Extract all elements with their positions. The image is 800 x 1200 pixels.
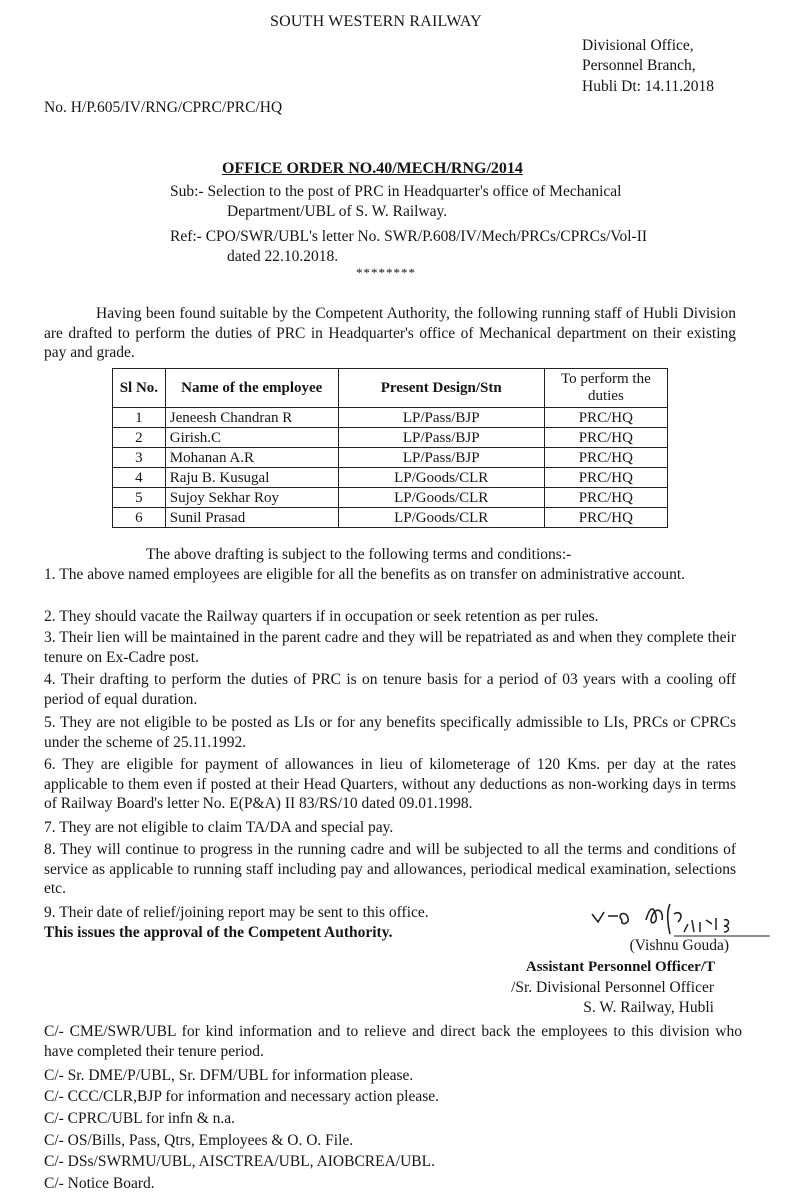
row-design: LP/Goods/CLR <box>338 508 544 528</box>
condition-item: 6. They are eligible for payment of allowances in lieu of kilometerage of 120 Kms. per day at the rates applicable to them even if posted at their Head Quarters, without any deductions as non-working days in terms of Railway Board's letter No. E(P&A) II 83/RS/10 dated 09.01.1998. <box>44 756 736 812</box>
row-name: Sujoy Sekhar Roy <box>165 488 338 508</box>
reference-line-1: Ref:- CPO/SWR/UBL's letter No. SWR/P.608/IV/Mech/PRCs/CPRCs/Vol-II <box>170 228 648 245</box>
table-row <box>113 408 668 428</box>
table-row <box>113 468 668 488</box>
row-design: LP/Pass/BJP <box>338 428 544 448</box>
copy-to-item: C/- Notice Board. <box>44 1175 155 1192</box>
handwritten-signature <box>588 892 778 942</box>
condition-item: 7. They are not eligible to claim TA/DA and special pay. <box>44 819 394 836</box>
table-header-row <box>113 369 668 408</box>
condition-item: 5. They are not eligible to be posted as LIs or for any benefits specifically admissible to LIs, PRCs or CPRCs under the scheme of 25.11.1992. <box>44 714 736 751</box>
row-duty: PRC/HQ <box>544 508 667 528</box>
signatory-designation-1: Assistant Personnel Officer/T <box>525 959 715 975</box>
copy-to-item: C/- CCC/CLR,BJP for information and necessary action please. <box>44 1088 440 1105</box>
row-name: Jeneesh Chandran R <box>165 408 338 428</box>
approval-statement: This issues the approval of the Competent Authority. <box>44 924 393 941</box>
signatory-name: (Vishnu Gouda) <box>629 937 729 954</box>
reference-line-2: dated 22.10.2018. <box>227 248 339 265</box>
copy-to-item: C/- CME/SWR/UBL for kind information and to relieve and direct back the employees to this division who have completed their tenure period. <box>44 1023 742 1060</box>
row-sl: 4 <box>113 468 166 488</box>
row-name: Mohanan A.R <box>165 448 338 468</box>
row-name: Raju B. Kusugal <box>165 468 338 488</box>
condition-item: 4. Their drafting to perform the duties of PRC is on tenure basis for a period of 03 years with a cooling off period of equal duration. <box>44 671 736 708</box>
row-sl: 1 <box>113 408 166 428</box>
railway-name: SOUTH WESTERN RAILWAY <box>270 13 482 30</box>
row-sl: 5 <box>113 488 166 508</box>
row-design: LP/Pass/BJP <box>338 408 544 428</box>
row-design: LP/Goods/CLR <box>338 488 544 508</box>
table-row <box>113 508 668 528</box>
signature-scribble <box>588 892 778 942</box>
row-duty: PRC/HQ <box>544 408 667 428</box>
separator-stars: ******** <box>356 265 416 280</box>
table-row <box>113 428 668 448</box>
signatory-designation-3: S. W. Railway, Hubli <box>583 999 714 1016</box>
row-name: Sunil Prasad <box>165 508 338 528</box>
row-design: LP/Pass/BJP <box>338 448 544 468</box>
subject-line-1: Sub:- Selection to the post of PRC in Headquarter's office of Mechanical <box>170 183 622 200</box>
row-duty: PRC/HQ <box>544 488 667 508</box>
header-present-design: Present Design/Stn <box>338 369 544 408</box>
copy-to-item: C/- CPRC/UBL for infn & n.a. <box>44 1110 236 1127</box>
branch-name: Personnel Branch, <box>582 57 696 74</box>
intro-paragraph: Having been found suitable by the Competent Authority, the following running staff of Hubli Division are drafted to perform the duties of PRC in Headquarter's office of Mechanical department on their existing pay and grade. <box>44 305 736 361</box>
condition-item: 1. The above named employees are eligible for all the benefits as on transfer on administrative account. <box>44 566 686 583</box>
condition-item: 2. They should vacate the Railway quarters if in occupation or seek retention as per rules. <box>44 608 599 625</box>
row-duty: PRC/HQ <box>544 428 667 448</box>
row-duty: PRC/HQ <box>544 448 667 468</box>
subject-line-2: Department/UBL of S. W. Railway. <box>227 203 448 220</box>
header-employee-name: Name of the employee <box>165 369 338 408</box>
row-sl: 3 <box>113 448 166 468</box>
header-to-perform: To perform the duties <box>544 369 667 408</box>
staff-table <box>112 368 668 528</box>
copy-to-item: C/- Sr. DME/P/UBL, Sr. DFM/UBL for information please. <box>44 1067 414 1084</box>
condition-item: 3. Their lien will be maintained in the parent cadre and they will be repatriated as and when they complete their tenure on Ex-Cadre post. <box>44 629 736 666</box>
row-name: Girish.C <box>165 428 338 448</box>
copy-to-item: C/- DSs/SWRMU/UBL, AISCTREA/UBL, AIOBCREA/UBL. <box>44 1153 435 1170</box>
order-title: OFFICE ORDER NO.40/MECH/RNG/2014 <box>222 160 523 177</box>
condition-item: 9. Their date of relief/joining report may be sent to this office. <box>44 904 429 921</box>
row-duty: PRC/HQ <box>544 468 667 488</box>
condition-item: 8. They will continue to progress in the running cadre and will be subjected to all the terms and conditions of service as applicable to running staff including pay and allowances, periodical medical examination, selections etc. <box>44 841 736 897</box>
conditions-intro: The above drafting is subject to the following terms and conditions:- <box>146 546 572 563</box>
header-sl-no: Sl No. <box>113 369 166 408</box>
row-sl: 6 <box>113 508 166 528</box>
row-design: LP/Goods/CLR <box>338 468 544 488</box>
signatory-designation-2: /Sr. Divisional Personnel Officer <box>511 979 714 996</box>
place-date: Hubli Dt: 14.11.2018 <box>582 78 715 95</box>
copy-to-item: C/- OS/Bills, Pass, Qtrs, Employees & O. O. File. <box>44 1132 354 1149</box>
table-row <box>113 488 668 508</box>
office-name: Divisional Office, <box>582 37 694 54</box>
reference-number: No. H/P.605/IV/RNG/CPRC/PRC/HQ <box>44 99 283 116</box>
table-row <box>113 448 668 468</box>
row-sl: 2 <box>113 428 166 448</box>
